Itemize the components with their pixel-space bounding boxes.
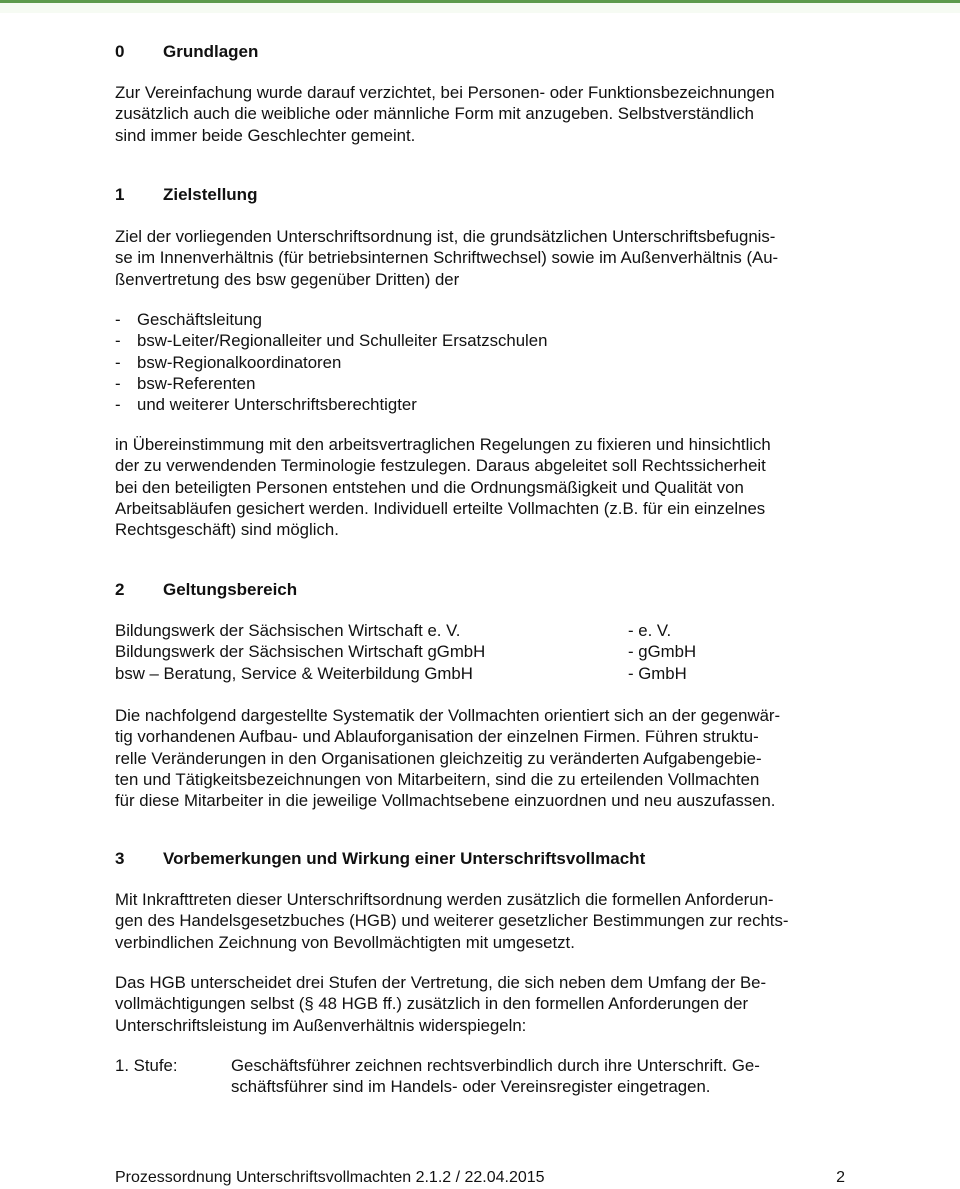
list-item: - bsw-Regionalkoordinatoren <box>115 352 342 372</box>
paragraph-geltungsbereich: Die nachfolgend dargestellte Systematik der Vollmachten orientiert sich an der gegenwär- tig vorhandenen Aufbau- und Ablauforganisation der einzelnen Firmen. Führen struktu- relle Veränderungen in den Organisationen gleichzeitig zu veränderten Aufgabengebie- ten und Tätigkeitsbezeichnungen von Mitarbeitern, sind die zu erteilenden Vollmachten für diese Mitarbeiter in die jeweilige Vollmachtsebene einzuordnen und neu auszufassen. <box>115 706 781 811</box>
table-row: Bildungswerk der Sächsischen Wirtschaft gGmbH - gGmbH <box>115 642 697 662</box>
heading-section-2: 2 Geltungsbereich <box>115 580 298 599</box>
list-item: - Geschäftsleitung <box>115 310 262 329</box>
paragraph-vorbemerkungen-2: Das HGB unterscheidet drei Stufen der Vertretung, die sich neben dem Umfang der Be- vollmächtigungen selbst (§ 48 HGB ff.) zusätzlich in den formellen Anforderungen der Unterschriftsleistung im Außenverhältnis widerspiegeln: <box>115 973 767 1035</box>
page-number: 2 <box>836 1169 845 1186</box>
list-item: - bsw-Referenten <box>115 373 256 393</box>
paragraph-vorbemerkungen-1: Mit Inkrafttreten dieser Unterschriftsordnung werden zusätzlich die formellen Anforderun- gen des Handelsgesetzbuches (HGB) und weiterer gesetzlicher Bestimmungen zur rechts- verbindlichen Zeichnung von Bevollmächtigten mit umgesetzt. <box>115 890 789 952</box>
paragraph-zielstellung-1: Ziel der vorliegenden Unterschriftsordnung ist, die grundsätzlichen Unterschriftsbefugnis- se im Innenverhältnis (für betriebsinternen Schriftwechsel) sowie im Außenverhältnis (Au- ßenvertretung des bsw gegenüber Dritten) der <box>115 227 779 289</box>
scope-list <box>115 309 547 415</box>
page-footer: Prozessordnung Unterschriftsvollmachten 2.1.2 / 22.04.2015 2 <box>115 1169 845 1186</box>
list-item: - bsw-Leiter/Regionalleiter und Schulleiter Ersatzschulen <box>115 331 548 351</box>
table-row: Bildungswerk der Sächsischen Wirtschaft e. V. - e. V. <box>115 621 672 640</box>
heading-section-3: 3 Vorbemerkungen und Wirkung einer Unterschriftsvollmacht <box>115 849 646 868</box>
paragraph-grundlagen: Zur Vereinfachung wurde darauf verzichtet, bei Personen- oder Funktionsbezeichnungen zusätzlich auch die weibliche oder männliche Form mit anzugeben. Selbstverständlich sind immer beide Geschlechter gemeint. <box>115 83 775 145</box>
top-accent-shadow <box>0 3 960 13</box>
list-item: - und weiterer Unterschriftsberechtigter <box>115 395 417 415</box>
heading-section-0: 0 Grundlagen <box>115 42 259 61</box>
table-row: bsw – Beratung, Service & Weiterbildung GmbH - GmbH <box>115 663 687 683</box>
stufe-1-item: 1. Stufe: Geschäftsführer zeichnen rechtsverbindlich durch ihre Unterschrift. Ge- schäftsführer sind im Handels- oder Vereinsregister eingetragen. <box>115 1056 760 1097</box>
paragraph-zielstellung-2: in Übereinstimmung mit den arbeitsvertraglichen Regelungen zu fixieren und hinsichtlich der zu verwendenden Terminologie festzulegen. Daraus abgeleitet soll Rechtssicherheit bei den beteiligten Personen entstehen und die Ordnungsmäßigkeit und Qualität von Arbeitsabläufen gesichert werden. Individuell erteilte Vollmachten (z.B. für ein einzelnes Rechtsgeschäft) sind möglich. <box>115 435 771 540</box>
organisation-table <box>115 620 815 684</box>
heading-section-1: 1 Zielstellung <box>115 185 258 204</box>
